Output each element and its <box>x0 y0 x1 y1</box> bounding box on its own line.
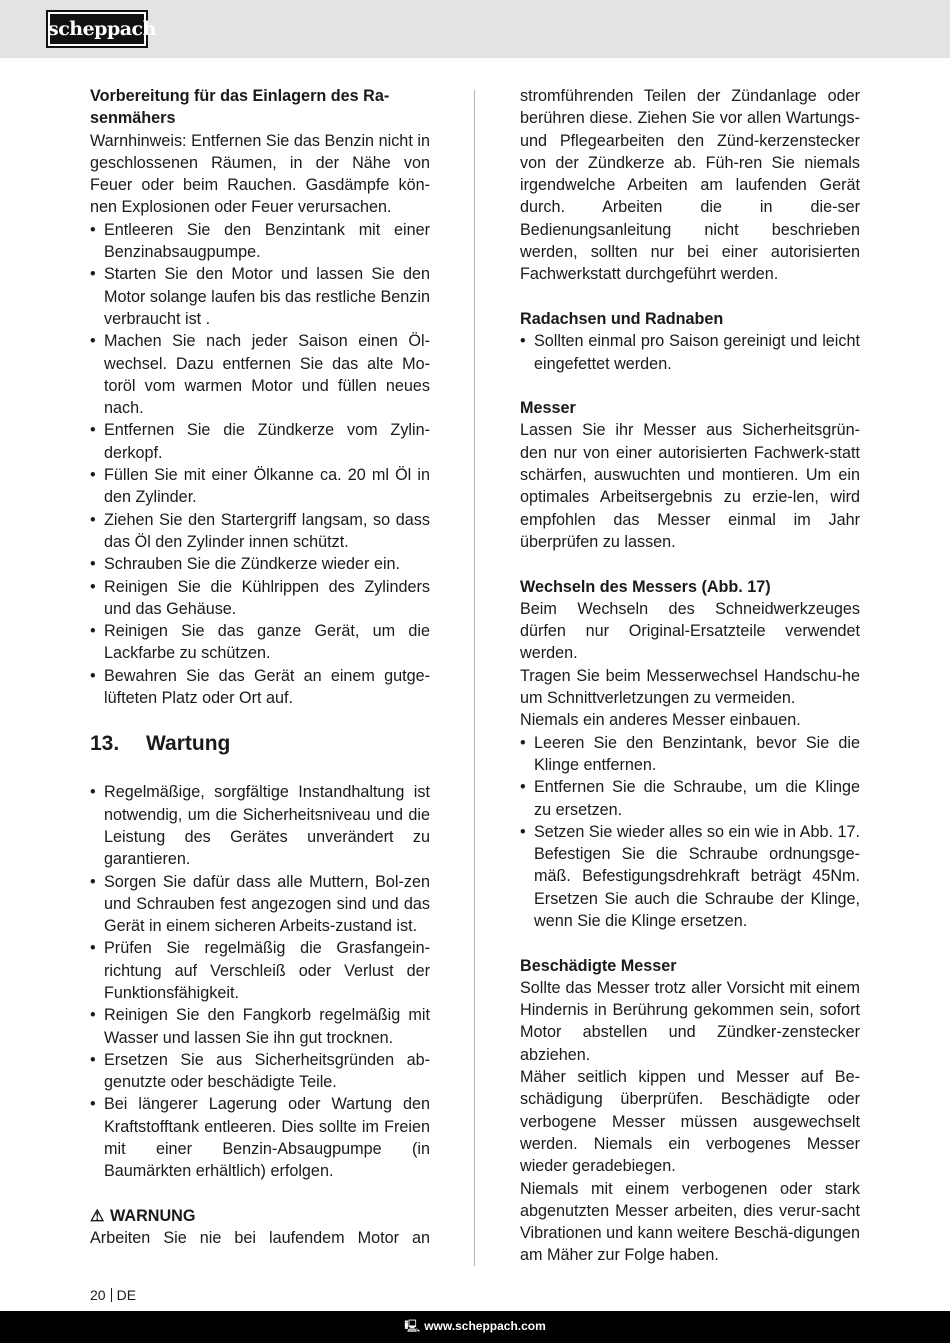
blade-text: Lassen Sie ihr Messer aus Sicherheitsgrün-den nur von einer autorisierten Fachwerk-statt schärfen, auswuchten und montieren. Um ein optimales Arbeitsergebnis zu erzie-len, wird empfohlen das Messer einmal im Jahr überprüfen zu lassen. <box>520 421 860 551</box>
page-language: DE <box>116 1287 137 1303</box>
warning-label: WARNUNG <box>110 1206 196 1225</box>
damaged-blade-text: Mäher seitlich kippen und Messer auf Be-schädigung überprüfen. Beschädigte oder verbogene Messer müssen ausgewechselt werden. Niemals ein verbogenes Messer wieder geradebiegen. <box>520 1068 860 1176</box>
footer-url[interactable]: www.scheppach.com <box>424 1319 546 1333</box>
list-item: • Ziehen Sie den Startergriff langsam, so dass das Öl den Zylinder innen schützt. <box>90 509 430 554</box>
storage-list <box>90 219 430 710</box>
brand-logo: scheppach <box>46 10 148 48</box>
list-item: • Starten Sie den Motor und lassen Sie den Motor solange laufen bis das restliche Benzin verbraucht ist . <box>90 263 430 330</box>
continued-text: stromführenden Teilen der Zündanlage oder berühren diese. Ziehen Sie vor allen Wartungs- und Pflegearbeiten den Zünd-kerzenstecker von der Zündkerze ab. Füh-ren Sie niemals irgendwelche Arbeiten am laufenden Gerät durch. Arbeiten die in die-ser Bedienungsanleitung nicht beschrieben werden, sollten nur bei einer autorisierten Fachwerkstatt durchgeführt werden. <box>520 87 860 284</box>
right-column <box>520 85 860 1267</box>
storage-heading-line2: senmähers <box>90 109 176 128</box>
axles-heading: Radachsen und Radnaben <box>520 309 724 328</box>
warning-text: Arbeiten Sie nie bei laufendem Motor an <box>90 1229 430 1248</box>
storage-warning-text: Warnhinweis: Entfernen Sie das Benzin nicht in geschlossenen Räumen, in der Nähe von Feuer oder beim Rauchen. Gasdämpfe kön-nen Explosionen oder Feuer verursachen. <box>90 131 430 217</box>
header-bar <box>0 0 950 58</box>
list-item: • Bewahren Sie das Gerät an einem gutge-lüfteten Platz oder Ort auf. <box>90 665 430 710</box>
storage-heading-line1: Vorbereitung für das Einlagern des Ra- <box>90 87 390 105</box>
page-number <box>90 1287 136 1303</box>
damaged-blade-text: Sollte das Messer trotz aller Vorsicht mit einem Hindernis in Berührung gekommen sein, sofort Motor abstellen und Zündker-zenstecker abziehen. <box>520 978 860 1064</box>
footer-bar <box>0 1311 950 1343</box>
section-title-text: Wartung <box>146 732 231 756</box>
blade-change-text: Tragen Sie beim Messerwechsel Handschu-he um Schnittverletzungen zu vermeiden. <box>520 666 860 708</box>
list-item: • Reinigen Sie das ganze Gerät, um die Lackfarbe zu schützen. <box>90 620 430 665</box>
list-item: • Entfernen Sie die Zündkerze vom Zylin-derkopf. <box>90 419 430 464</box>
list-item: • Reinigen Sie die Kühlrippen des Zylinders und das Gehäuse. <box>90 576 430 621</box>
list-item: • Reinigen Sie den Fangkorb regelmäßig mit Wasser und lassen Sie ihn gut trocknen. <box>90 1004 430 1049</box>
blade-change-list <box>520 732 860 933</box>
monitor-icon: 🖳 <box>404 1319 421 1333</box>
damaged-blade-text: Niemals mit einem verbogenen oder stark abgenutzten Messer arbeiten, dies verur-sacht Vibrationen und kann weitere Beschä-digungen am Mäher zur Folge haben. <box>520 1179 860 1265</box>
column-divider <box>474 90 475 1266</box>
axles-list <box>520 330 860 375</box>
list-item: • Prüfen Sie regelmäßig die Grasfangein-richtung auf Verschleiß oder Verlust der Funktionsfähigkeit. <box>90 937 430 1004</box>
list-item: • Sorgen Sie dafür dass alle Muttern, Bol-zen und Schrauben fest angezogen sind und das Gerät in einem sicheren Arbeits-zustand ist. <box>90 871 430 938</box>
maintenance-list <box>90 781 430 1182</box>
list-item: • Ersetzen Sie aus Sicherheitsgründen ab-genutzte oder beschädigte Teile. <box>90 1049 430 1094</box>
list-item: • Entleeren Sie den Benzintank mit einer Benzinabsaugpumpe. <box>90 219 430 264</box>
section-number: 13. <box>90 732 120 756</box>
page-number-separator <box>111 1288 112 1302</box>
list-item: • Füllen Sie mit einer Ölkanne ca. 20 ml Öl in den Zylinder. <box>90 464 430 509</box>
list-item: • Bei längerer Lagerung oder Wartung den Kraftstofftank entleeren. Dies sollte im Freien mit einer Benzin-Absaugpumpe (in Baumärkten erhältlich) erfolgen. <box>90 1093 430 1182</box>
list-item: • Schrauben Sie die Zündkerze wieder ein. <box>90 553 430 575</box>
warning-heading <box>90 1205 430 1227</box>
blade-heading: Messer <box>520 399 576 418</box>
storage-heading <box>90 85 430 130</box>
section-title <box>90 731 430 757</box>
blade-change-text: Beim Wechseln des Schneidwerkzeuges dürfen nur Original-Ersatzteile verwendet werden. <box>520 599 860 663</box>
list-item: • Setzen Sie wieder alles so ein wie in Abb. 17. Befestigen Sie die Schraube ordnungsge-mäß. Befestigungsdrehkraft beträgt 45Nm. Ersetzen Sie auch die Schraube der Klinge, wenn Sie die Klinge ersetzen. <box>520 821 860 932</box>
page-number-value: 20 <box>90 1287 106 1303</box>
list-item: • Machen Sie nach jeder Saison einen Öl-wechsel. Dazu entfernen Sie das alte Mo-toröl vom warmen Motor und füllen neues nach. <box>90 330 430 419</box>
blade-change-text: Niemals ein anderes Messer einbauen. <box>520 711 801 730</box>
list-item: • Sollten einmal pro Saison gereinigt und leicht eingefettet werden. <box>520 330 860 375</box>
warning-triangle-icon: ⚠ <box>90 1206 105 1225</box>
list-item: • Regelmäßige, sorgfältige Instandhaltung ist notwendig, um die Sicherheitsniveau und die Leistung des Gerätes unverändert zu garantieren. <box>90 781 430 870</box>
list-item: • Entfernen Sie die Schraube, um die Klinge zu ersetzen. <box>520 776 860 821</box>
damaged-blade-heading: Beschädigte Messer <box>520 956 677 975</box>
left-column <box>90 85 430 1250</box>
blade-change-heading: Wechseln des Messers (Abb. 17) <box>520 577 771 596</box>
list-item: • Leeren Sie den Benzintank, bevor Sie die Klinge entfernen. <box>520 732 860 777</box>
